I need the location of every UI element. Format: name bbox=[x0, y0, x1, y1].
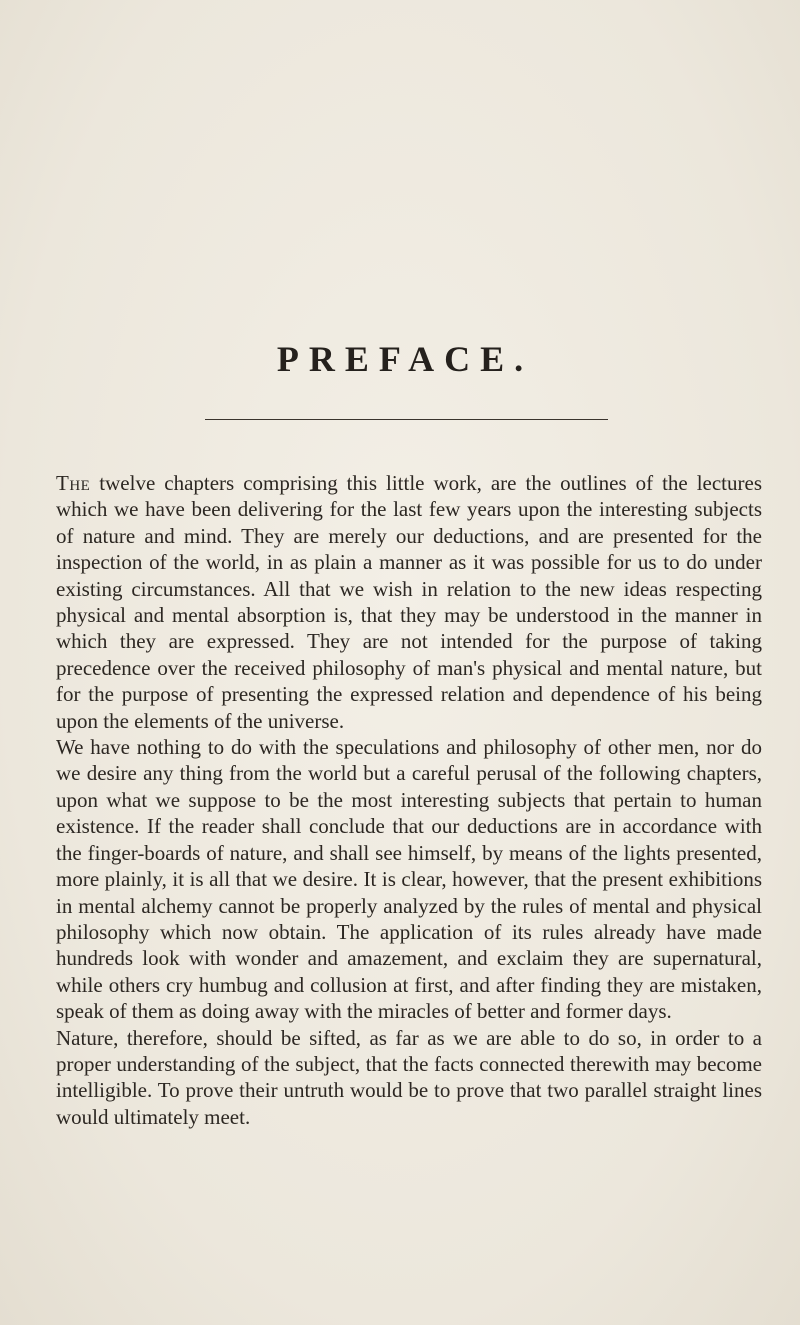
preface-body bbox=[56, 470, 762, 1130]
paragraph-text: Nature, therefore, should be sifted, as far as we are able to do so, in order to a proper understanding of the subject, that the facts connected therewith may become intelligible. To prove their untruth would be to prove that two parallel straight lines would ultimately meet. bbox=[56, 1025, 762, 1129]
paragraph-2 bbox=[56, 734, 762, 1024]
paragraph-3 bbox=[56, 1025, 762, 1131]
paragraph-text: twelve chapters comprising this little work, are the outlines of the lectures which we have been delivering for the last few years upon the interesting subjects of nature and mind. They are merely our deductions, and are presented for the inspection of the world, in as plain a manner as it was possible for us to do under existing circumstances. All that we wish in relation to the new ideas respecting physical and mental absorption is, that they may be understood in the manner in which they are expressed. They are not intended for the purpose of taking precedence over the received philosophy of man's physical and mental nature, but for the purpose of presenting the expressed relation and dependence of his being upon the elements of the universe. bbox=[56, 471, 762, 733]
paragraph-lead-word: The bbox=[56, 471, 91, 495]
page-title: PREFACE. bbox=[276, 339, 534, 379]
title-divider bbox=[205, 419, 608, 420]
paragraph-1 bbox=[56, 470, 762, 734]
paragraph-text: We have nothing to do with the speculations and philosophy of other men, nor do we desire any thing from the world but a careful perusal of the following chapters, upon what we suppose to be the most interesting subjects that pertain to human existence. If the reader shall conclude that our deductions are in accordance with the finger-boards of nature, and shall see himself, by means of the lights presented, more plainly, it is all that we desire. It is clear, however, that the present exhibitions in mental alchemy cannot be properly analyzed by the rules of mental and physical philosophy which now obtain. The application of its rules already have made hundreds look with wonder and amazement, and exclaim they are supernatural, while others cry humbug and collusion at first, and after finding they are mistaken, speak of them as doing away with the miracles of better and former days. bbox=[56, 735, 762, 1024]
